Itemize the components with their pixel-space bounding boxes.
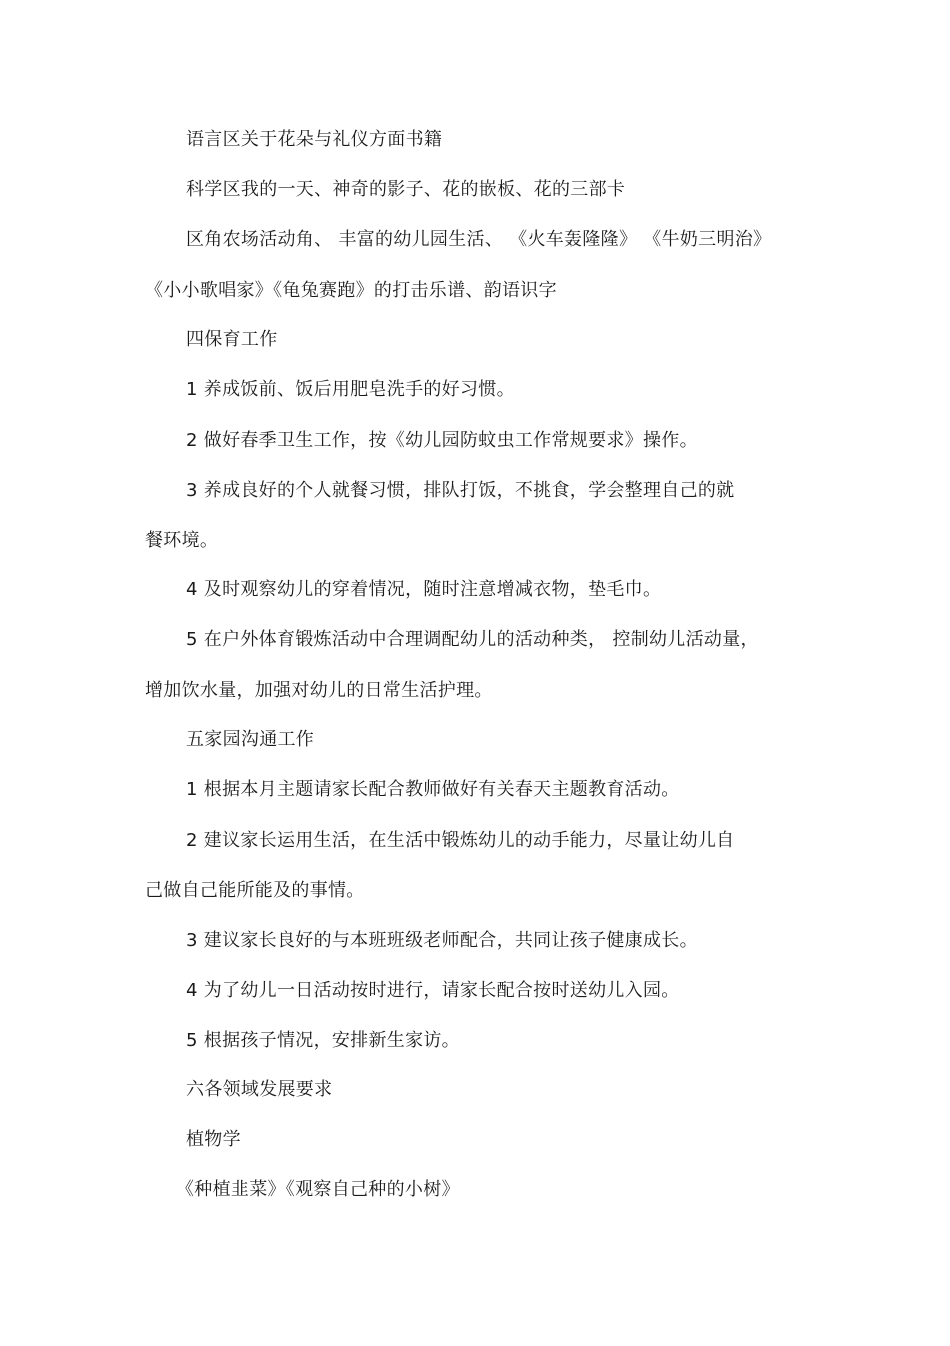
- list-item-home-school-3: 3 建议家长良好的与本班班级老师配合，共同让孩子健康成长。: [186, 930, 698, 951]
- text-line-botany-activities: 《种植韭菜》《观察自己种的小树》: [176, 1179, 460, 1200]
- list-item-childcare-2: 2 做好春季卫生工作，按《幼儿园防蚊虫工作常规要求》操作。: [186, 430, 698, 451]
- section-heading-childcare: 四保育工作: [186, 329, 278, 350]
- list-item-home-school-1: 1 根据本月主题请家长配合教师做好有关春天主题教育活动。: [186, 779, 680, 800]
- list-item-childcare-4: 4 及时观察幼儿的穿着情况，随时注意增减衣物，垫毛巾。: [186, 579, 662, 600]
- list-item-home-school-4: 4 为了幼儿一日活动按时进行，请家长配合按时送幼儿入园。: [186, 980, 680, 1001]
- section-heading-domains: 六各领域发展要求: [186, 1079, 333, 1100]
- text-line-corner-area: 区角农场活动角、 丰富的幼儿园生活、 《火车轰隆隆》 《牛奶三明治》: [186, 229, 772, 250]
- list-item-childcare-1: 1 养成饭前、饭后用肥皂洗手的好习惯。: [186, 379, 515, 400]
- list-item-childcare-5-cont: 增加饮水量，加强对幼儿的日常生活护理。: [145, 680, 493, 701]
- list-item-childcare-3-cont: 餐环境。: [145, 530, 219, 551]
- list-item-home-school-5: 5 根据孩子情况，安排新生家访。: [186, 1030, 460, 1051]
- section-heading-home-school: 五家园沟通工作: [186, 729, 315, 750]
- list-item-home-school-2-cont: 己做自己能所能及的事情。: [145, 880, 365, 901]
- subheading-botany: 植物学: [186, 1129, 241, 1150]
- text-line-science-area: 科学区我的一天、神奇的影子、花的嵌板、花的三部卡: [186, 179, 626, 200]
- text-line-language-area: 语言区关于花朵与礼仪方面书籍: [186, 129, 443, 150]
- list-item-childcare-3: 3 养成良好的个人就餐习惯，排队打饭，不挑食，学会整理自己的就: [186, 480, 735, 501]
- list-item-home-school-2: 2 建议家长运用生活，在生活中锻炼幼儿的动手能力，尽量让幼儿自: [186, 830, 735, 851]
- list-item-childcare-5: 5 在户外体育锻炼活动中合理调配幼儿的活动种类， 控制幼儿活动量，: [186, 629, 759, 650]
- text-line-corner-area-cont: 《小小歌唱家》《龟兔赛跑》的打击乐谱、韵语识字: [145, 280, 557, 301]
